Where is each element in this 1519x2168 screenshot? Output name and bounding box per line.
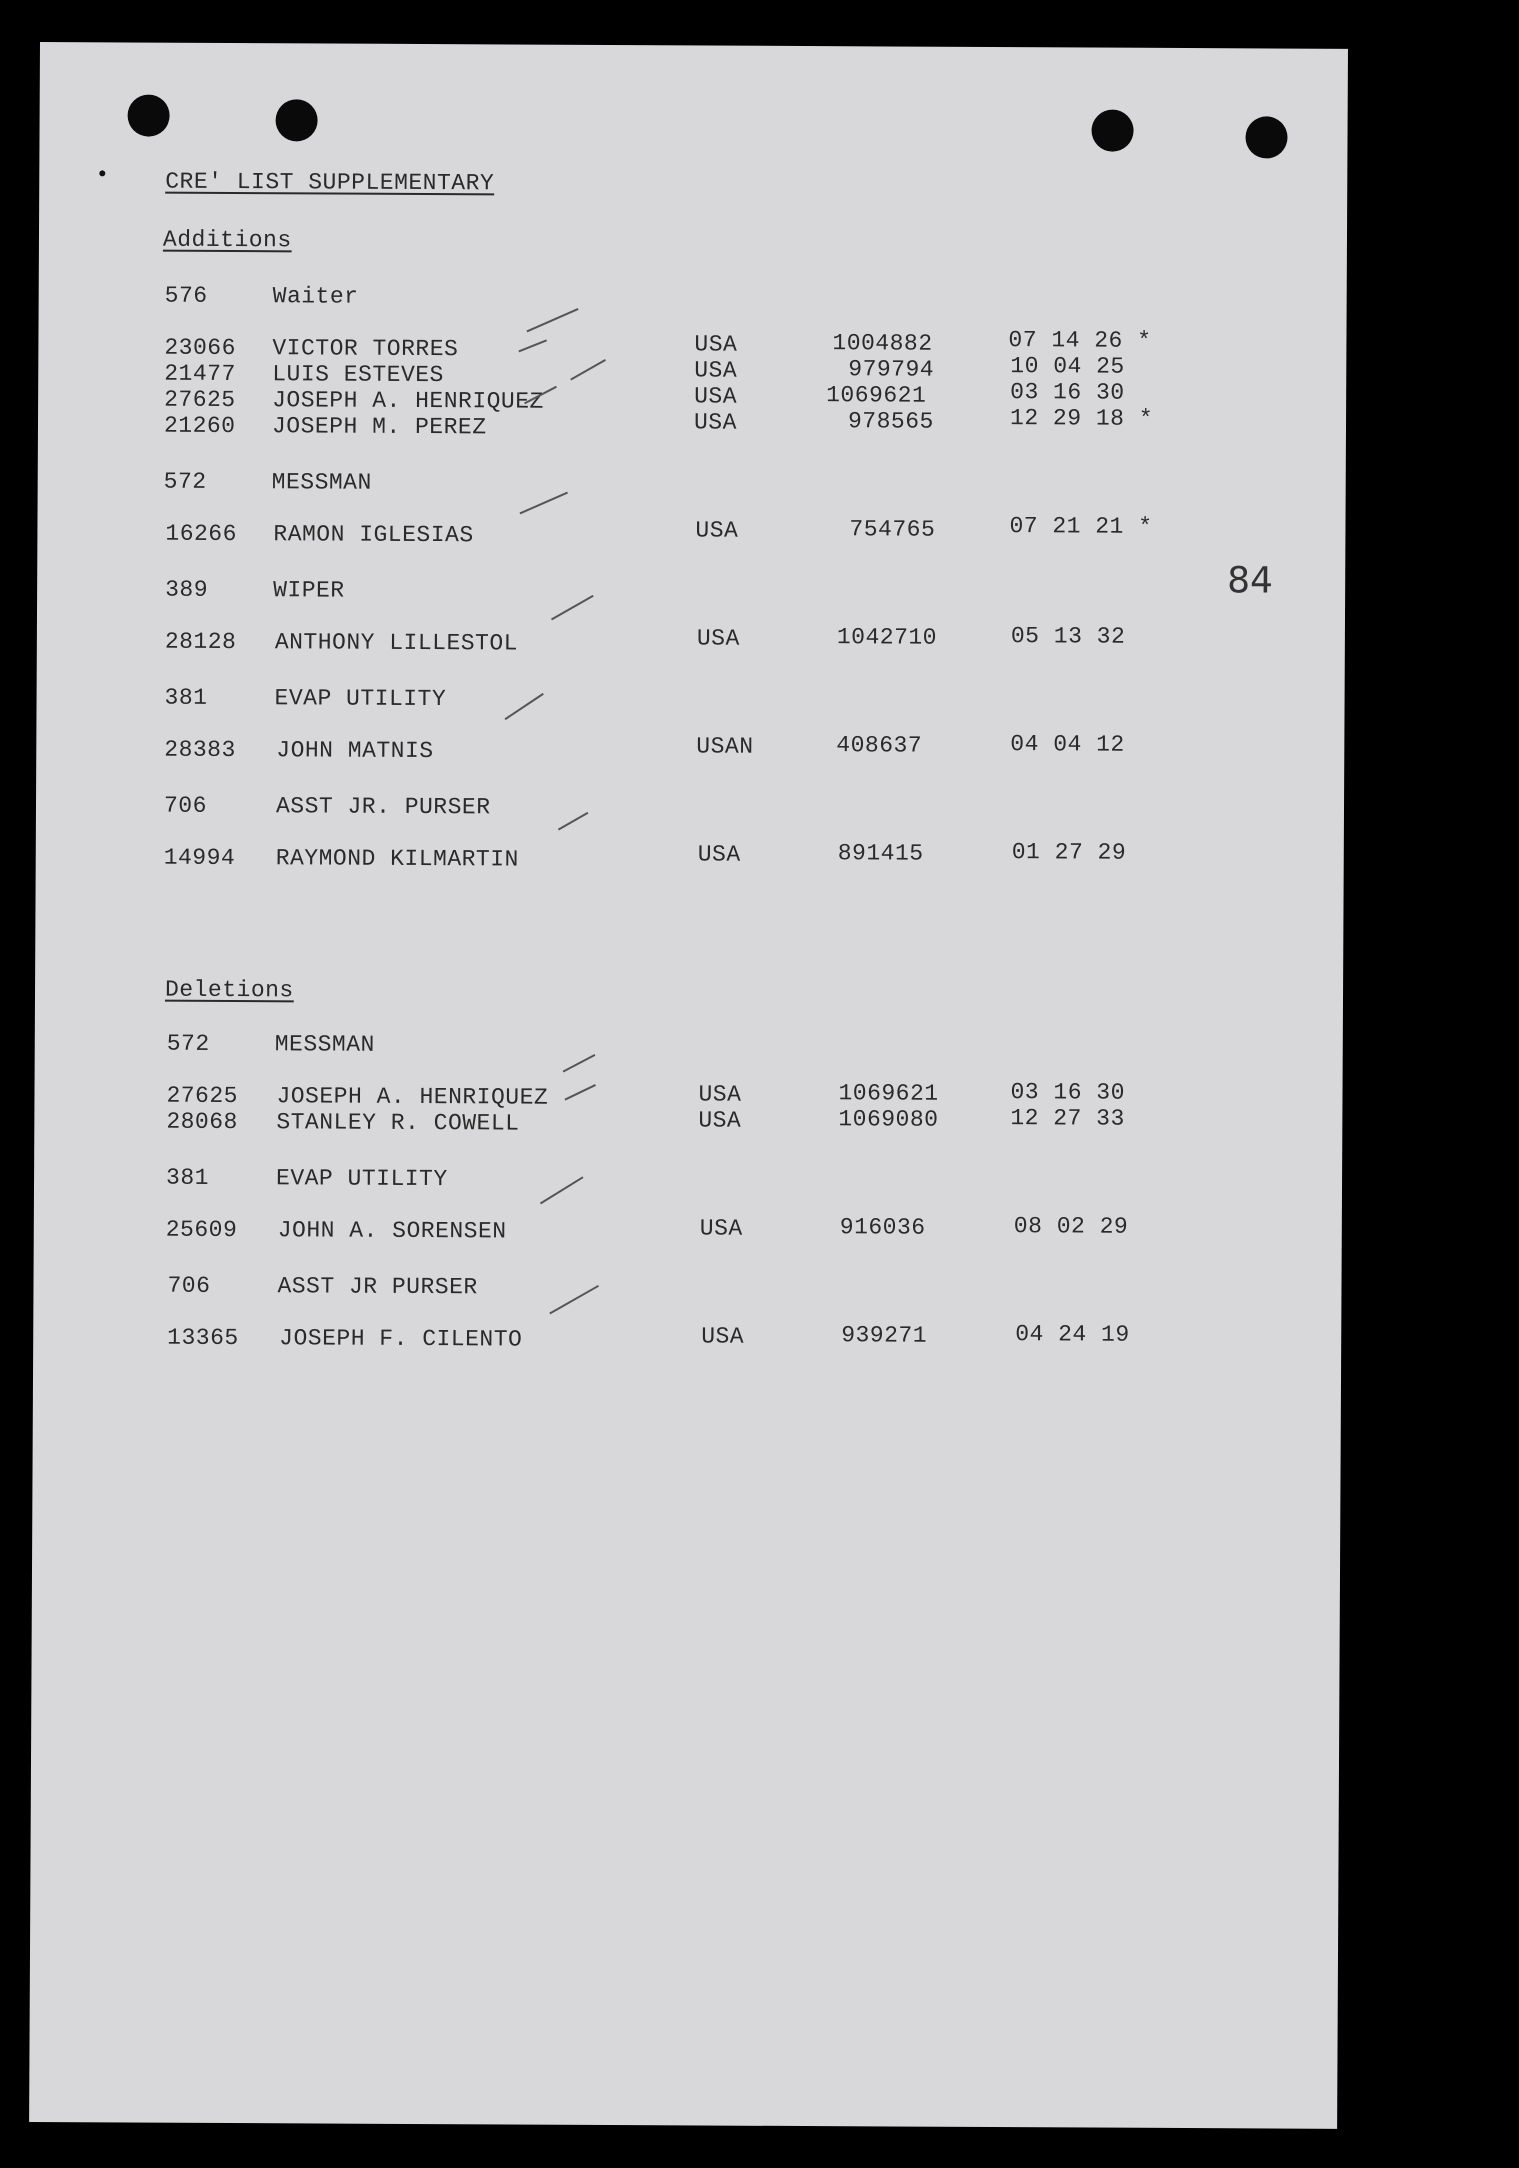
crew-number: 979794 — [848, 356, 935, 383]
rating-title: EVAP UTILITY — [274, 685, 447, 713]
pencil-check-mark — [504, 693, 543, 720]
crew-nationality: USA — [697, 841, 741, 868]
crew-nationality: USA — [698, 1081, 742, 1108]
crew-nationality: USA — [696, 625, 740, 652]
document-title: CRE' LIST SUPPLEMENTARY — [165, 168, 495, 197]
crew-id: 27625 — [164, 386, 236, 414]
rating-code: 389 — [165, 576, 209, 603]
crew-date: 04 04 12 — [1010, 731, 1125, 758]
pencil-check-mark — [551, 595, 594, 621]
rating-code: 572 — [166, 1030, 210, 1057]
crew-date: 01 27 29 — [1011, 839, 1127, 866]
pencil-check-mark — [549, 1285, 599, 1314]
pencil-check-mark — [526, 308, 578, 332]
crew-id: 16266 — [165, 520, 238, 548]
crew-nationality: USAN — [696, 733, 754, 760]
crew-name: JOSEPH A. HENRIQUEZ — [276, 1083, 549, 1111]
crew-nationality: USA — [694, 357, 738, 384]
crew-nationality: USA — [699, 1215, 743, 1242]
crew-id: 21260 — [163, 412, 236, 440]
punch-hole — [128, 94, 170, 136]
crew-number: 978565 — [847, 408, 934, 435]
rating-code: 576 — [164, 282, 208, 309]
crew-number: 939271 — [841, 1322, 928, 1349]
crew-name: JOSEPH F. CILENTO — [279, 1325, 523, 1353]
pencil-check-mark — [558, 812, 589, 831]
crew-number: 1069080 — [838, 1106, 939, 1133]
crew-date: 03 16 30 — [1010, 379, 1125, 406]
rating-title: MESSMAN — [274, 1031, 375, 1058]
punch-hole — [1091, 110, 1133, 152]
pencil-check-mark — [520, 492, 568, 515]
crew-number: 1069621 — [838, 1080, 939, 1107]
crew-nationality: USA — [693, 409, 738, 436]
crew-date: 03 16 30 — [1010, 1079, 1126, 1106]
crew-nationality: USA — [694, 331, 738, 358]
crew-number: 408637 — [836, 732, 923, 759]
crew-name: STANLEY R. COWELL — [276, 1109, 520, 1137]
rating-title: WIPER — [273, 577, 345, 604]
crew-id: 28068 — [166, 1108, 238, 1136]
rating-title: ASST JR PURSER — [277, 1273, 478, 1301]
crew-name: JOHN A. SORENSEN — [277, 1217, 507, 1245]
crew-name: JOSEPH A. HENRIQUEZ — [272, 387, 544, 415]
crew-name: RAMON IGLESIAS — [273, 521, 474, 549]
rating-title: ASST JR. PURSER — [275, 793, 491, 821]
punch-hole — [1245, 116, 1287, 158]
additions-heading: Additions — [162, 226, 292, 254]
rating-code: 706 — [163, 792, 207, 819]
rating-code: 381 — [165, 1164, 210, 1191]
crew-id: 23066 — [164, 334, 236, 362]
crew-nationality: USA — [695, 517, 739, 544]
crew-number: 916036 — [839, 1214, 926, 1241]
crew-date: 07 21 21 * — [1009, 513, 1153, 540]
stray-dot — [99, 170, 105, 176]
crew-name: RAYMOND KILMARTIN — [275, 845, 519, 873]
rating-title: EVAP UTILITY — [275, 1165, 448, 1193]
deletions-heading: Deletions — [164, 976, 294, 1004]
crew-id: 21477 — [164, 360, 236, 388]
crew-name: LUIS ESTEVES — [272, 361, 444, 389]
rating-code: 381 — [164, 684, 208, 711]
crew-nationality: USA — [701, 1323, 745, 1350]
crew-id: 25609 — [165, 1216, 238, 1244]
pencil-check-mark — [564, 1084, 596, 1101]
pencil-check-mark — [570, 359, 606, 381]
crew-number: 1042710 — [836, 624, 938, 651]
pencil-check-mark — [518, 339, 547, 352]
crew-name: VICTOR TORRES — [272, 335, 459, 363]
crew-number: 891415 — [837, 840, 924, 867]
crew-id: 14994 — [163, 844, 236, 872]
crew-date: 04 24 19 — [1015, 1321, 1130, 1348]
crew-date: 12 27 33 — [1010, 1105, 1125, 1132]
page-number: 84 — [1227, 560, 1274, 602]
crew-id: 28383 — [164, 736, 236, 764]
crew-date: 05 13 32 — [1010, 623, 1126, 650]
crew-date: 07 14 26 * — [1008, 327, 1152, 354]
crew-number: 1069621 — [826, 382, 927, 409]
crew-id: 27625 — [166, 1082, 239, 1110]
document-page — [29, 42, 1348, 2129]
rating-title: Waiter — [272, 283, 359, 310]
crew-number: 1004882 — [832, 330, 933, 357]
crew-name: JOHN MATNIS — [276, 737, 434, 765]
punch-hole — [275, 99, 317, 141]
rating-title: MESSMAN — [271, 469, 372, 496]
crew-id: 28128 — [164, 628, 237, 656]
crew-date: 10 04 25 — [1010, 353, 1125, 380]
pencil-check-mark — [563, 1054, 596, 1073]
crew-name: ANTHONY LILLESTOL — [274, 629, 519, 657]
pencil-check-mark — [540, 1176, 584, 1204]
crew-number: 754765 — [849, 516, 936, 543]
rating-code: 572 — [163, 468, 207, 495]
crew-name: JOSEPH M. PEREZ — [271, 413, 487, 441]
crew-nationality: USA — [698, 1107, 742, 1134]
crew-date: 08 02 29 — [1013, 1213, 1129, 1240]
crew-id: 13365 — [167, 1324, 239, 1352]
crew-nationality: USA — [694, 383, 738, 410]
crew-date: 12 29 18 * — [1009, 405, 1154, 432]
rating-code: 706 — [167, 1272, 211, 1299]
